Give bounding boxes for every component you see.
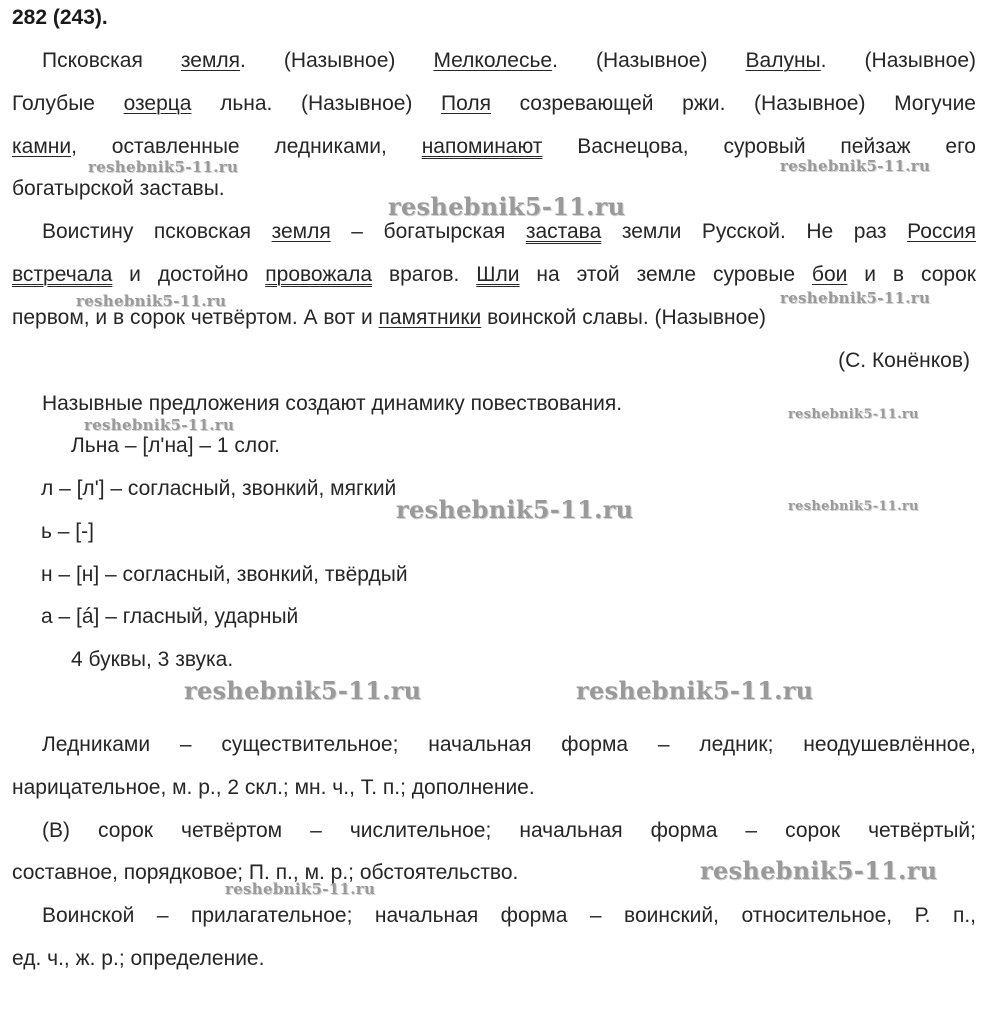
- morph-line: нарицательное, м. р., 2 скл.; мн. ч., Т. п.; дополнение.: [12, 776, 535, 799]
- analysis-intro: Назывные предложения создают динамику повествования.: [42, 392, 623, 415]
- morph-line: составное, порядковое; П. п., м. р.; обстоятельство.: [12, 861, 519, 884]
- text-line: богатырской заставы.: [12, 177, 225, 200]
- letter-sound-count: 4 буквы, 3 звука.: [71, 648, 234, 671]
- watermark: reshebnik5-11.ru: [788, 499, 919, 514]
- predicate-underline: застава: [525, 220, 602, 243]
- phonetic-letter: ь – [-]: [41, 520, 94, 543]
- watermark: reshebnik5-11.ru: [225, 880, 376, 898]
- morph-line: (В) сорок четвёртом – числительное; начальная форма – сорок четвёртый;: [42, 819, 976, 842]
- predicate-underline: напоминают: [421, 135, 543, 158]
- text-line: Воистину псковская земля – богатырская застава земли Русской. Не раз Россия: [42, 220, 976, 243]
- watermark: reshebnik5-11.ru: [396, 495, 634, 524]
- watermark: reshebnik5-11.ru: [388, 192, 626, 221]
- watermark: reshebnik5-11.ru: [780, 289, 931, 307]
- watermark: reshebnik5-11.ru: [184, 676, 422, 705]
- text-line: Голубые озерца льна. (Назывное) Поля созревающей ржи. (Назывное) Могучие: [12, 92, 976, 115]
- predicate-underline: провожала: [265, 263, 373, 286]
- morph-line: ед. ч., ж. р.; определение.: [12, 947, 265, 970]
- exercise-number: 282 (243).: [12, 6, 108, 29]
- text-line: Псковская земля. (Назывное) Мелколесье. (Назывное) Валуны. (Назывное): [42, 49, 976, 72]
- text-line: первом, и в сорок четвёртом. А вот и памятники воинской славы. (Назывное): [12, 306, 766, 329]
- subject-underline: Валуны: [745, 49, 821, 72]
- watermark: reshebnik5-11.ru: [84, 416, 235, 434]
- morph-line: Воинской – прилагательное; начальная форма – воинский, относительное, Р. п.,: [42, 904, 976, 927]
- author: (С. Конёнков): [838, 349, 970, 372]
- phonetic-word: Льна – [л'на] – 1 слог.: [71, 434, 281, 457]
- watermark: reshebnik5-11.ru: [700, 856, 938, 885]
- subject-underline: Мелколесье: [433, 49, 553, 72]
- subject-underline: Поля: [441, 92, 491, 115]
- subject-underline: земля: [180, 49, 241, 72]
- watermark: reshebnik5-11.ru: [780, 157, 931, 175]
- watermark: reshebnik5-11.ru: [88, 158, 239, 176]
- phonetic-letter: н – [н] – согласный, звонкий, твёрдый: [41, 563, 408, 586]
- watermark: reshebnik5-11.ru: [76, 292, 227, 310]
- morph-line: Ледниками – существительное; начальная форма – ледник; неодушевлённое,: [42, 733, 976, 756]
- watermark: reshebnik5-11.ru: [788, 407, 919, 422]
- phonetic-letter: л – [л'] – согласный, звонкий, мягкий: [41, 477, 397, 500]
- subject-underline: камни: [12, 135, 72, 158]
- watermark: reshebnik5-11.ru: [576, 676, 814, 705]
- text-line: камни, оставленные ледниками, напоминают Васнецова, суровый пейзаж его: [12, 135, 976, 158]
- subject-underline: Россия: [907, 220, 976, 243]
- phonetic-letter: а – [á] – гласный, ударный: [41, 605, 299, 628]
- subject-underline: озерца: [123, 92, 192, 115]
- predicate-underline: встречала: [12, 263, 113, 286]
- predicate-underline: Шли: [476, 263, 520, 286]
- subject-underline: бои: [811, 263, 848, 286]
- subject-underline: земля: [271, 220, 331, 243]
- subject-underline: памятники: [378, 306, 482, 329]
- text-line: встречала и достойно провожала врагов. Шли на этой земле суровые бои и в сорок: [12, 263, 976, 286]
